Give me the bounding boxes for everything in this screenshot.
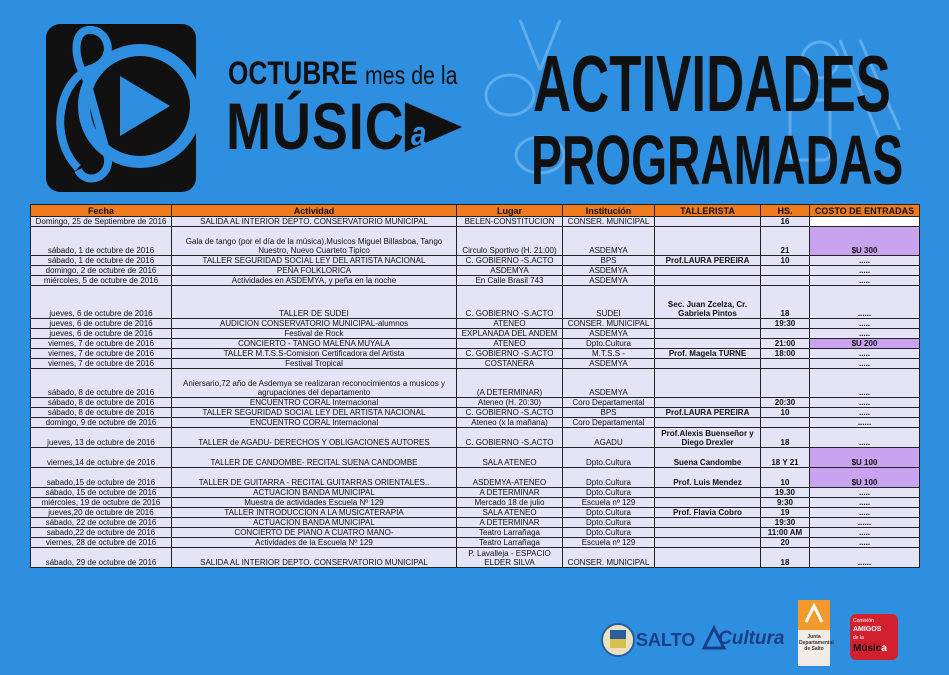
cell-hs: 19	[761, 508, 810, 518]
table-row	[31, 468, 920, 488]
cell-costo: .....	[810, 408, 920, 418]
cell-lugar: Mercado 18 de julio	[457, 498, 563, 508]
cell-institucion: ASDEMYA	[563, 227, 655, 256]
cell-lugar: ASDEMYA-ATENEO	[457, 468, 563, 488]
cell-fecha: viernes, 28 de octubre de 2016	[31, 538, 172, 548]
cell-fecha: sábado, 8 de octubre de 2016	[31, 398, 172, 408]
logo-title-line1: OCTUBRE mes de la	[228, 55, 458, 91]
cell-institucion: Dpto.Cultura	[563, 518, 655, 528]
cell-institucion: ASDEMYA	[563, 359, 655, 369]
col-hs: HS.	[761, 205, 810, 217]
cell-fecha: sábado, 29 de octubre de 2016	[31, 548, 172, 568]
cell-costo: .....	[810, 266, 920, 276]
cell-actividad: Muestra de actividades Escuela Nº 129	[172, 498, 457, 508]
cell-tallerista	[655, 369, 761, 398]
cell-tallerista	[655, 548, 761, 568]
cell-actividad: Actividades de la Escuela Nº 129	[172, 538, 457, 548]
cell-actividad: TALLER DE GUITARRA - RECITAL GUITARRAS ORIENTALES..	[172, 468, 457, 488]
salto-shield-icon	[600, 622, 636, 658]
col-fecha: Fecha	[31, 205, 172, 217]
cell-actividad: Festival de Rock	[172, 329, 457, 339]
cell-fecha: sábado, 1 de octubre de 2016	[31, 256, 172, 266]
cell-tallerista	[655, 339, 761, 349]
cell-hs: 20	[761, 538, 810, 548]
cell-costo: $U 300	[810, 227, 920, 256]
col-institucion: Institución	[563, 205, 655, 217]
col-costo: COSTO DE ENTRADAS	[810, 205, 920, 217]
cell-costo: .....	[810, 498, 920, 508]
cell-hs: 10	[761, 256, 810, 266]
cell-institucion: Dpto.Cultura	[563, 528, 655, 538]
cell-institucion: Escuela nº 129	[563, 538, 655, 548]
cell-hs: 19:30	[761, 319, 810, 329]
cell-tallerista: Prof.Alexis Buenseñor y Diego Drexler	[655, 428, 761, 448]
table-row	[31, 339, 920, 349]
cell-lugar: Ateneo (x la mañana)	[457, 418, 563, 428]
cell-lugar: C. GOBIERNO -S.ACTO	[457, 349, 563, 359]
cell-actividad: TALLER INTRODUCCION A LA MUSICATERAPIA	[172, 508, 457, 518]
table-row	[31, 538, 920, 548]
cell-tallerista	[655, 319, 761, 329]
logo-title-line2: MÚSIC a	[226, 88, 421, 164]
cell-fecha: jueves, 13 de octubre de 2016	[31, 428, 172, 448]
cell-costo: .....	[810, 276, 920, 286]
cell-lugar: Teatro Larrañaga	[457, 528, 563, 538]
cell-actividad: Aniersario,72 año de Asdemya se realizaran reconocimientos a musicos y agrupaciones del departamento	[172, 369, 457, 398]
cell-lugar: Ateneo (H. 20:30)	[457, 398, 563, 408]
table-header-row	[31, 205, 920, 217]
cell-actividad: CONCIERTO - TANGO MALENA MUYALA	[172, 339, 457, 349]
amigos-sub-label: de la	[853, 635, 864, 641]
table-row	[31, 286, 920, 319]
cell-lugar: SALA ATENEO	[457, 508, 563, 518]
cell-hs: 18:00	[761, 349, 810, 359]
footer-logos	[600, 600, 940, 670]
junta-logo	[798, 600, 834, 666]
cell-institucion: CONSER. MUNICIPAL	[563, 217, 655, 227]
cell-institucion: CONSER. MUNICIPAL	[563, 319, 655, 329]
cell-hs	[761, 266, 810, 276]
cell-fecha: sabado,22 de octubre de 2016	[31, 528, 172, 538]
cell-institucion: ASDEMYA	[563, 276, 655, 286]
cell-hs: 11:00 AM	[761, 528, 810, 538]
cell-hs: 10	[761, 468, 810, 488]
banner	[0, 0, 949, 200]
cell-fecha: viernes, 7 de octubre de 2016	[31, 349, 172, 359]
table-row	[31, 418, 920, 428]
cell-lugar: A DETERMINAR	[457, 518, 563, 528]
activities-table	[30, 204, 920, 568]
cell-lugar: En Calle Brasil 743	[457, 276, 563, 286]
cell-tallerista	[655, 538, 761, 548]
cell-actividad: ENCUENTRO CORAL Internacional	[172, 418, 457, 428]
cell-tallerista	[655, 488, 761, 498]
cell-institucion: M.T.S.S -	[563, 349, 655, 359]
cell-tallerista: Prof. Flavia Cobro	[655, 508, 761, 518]
cell-fecha: Domingo, 25 de Septiembre de 2016	[31, 217, 172, 227]
cell-tallerista: Prof.LAURA PEREIRA	[655, 256, 761, 266]
cell-actividad: Actividades en ASDEMYA, y peña en la noche	[172, 276, 457, 286]
cell-fecha: jueves,20 de octubre de 2016	[31, 508, 172, 518]
cell-tallerista	[655, 359, 761, 369]
cell-costo	[810, 217, 920, 227]
cell-lugar: Circulo Sportivo (H. 21:00)	[457, 227, 563, 256]
cell-tallerista	[655, 329, 761, 339]
cell-tallerista	[655, 518, 761, 528]
table-row	[31, 408, 920, 418]
cell-tallerista: Sec. Juan Zcelza, Cr. Gabriela Pintos	[655, 286, 761, 319]
cell-institucion: ASDEMYA	[563, 329, 655, 339]
music-logo-icon	[38, 18, 208, 198]
junta-emblem-icon	[798, 600, 830, 630]
junta-label: Junta Departamental de Salto	[799, 634, 834, 652]
col-lugar: Lugar	[457, 205, 563, 217]
cell-tallerista	[655, 498, 761, 508]
table-row	[31, 319, 920, 329]
cell-tallerista	[655, 217, 761, 227]
cell-fecha: sábado, 8 de octubre de 2016	[31, 408, 172, 418]
cell-lugar: P. Lavalleja - ESPACIO ELDER SILVA	[457, 548, 563, 568]
cell-lugar: C. GOBIERNO -S.ACTO	[457, 286, 563, 319]
table-row	[31, 398, 920, 408]
cell-tallerista	[655, 418, 761, 428]
cell-lugar: C. GOBIERNO -S.ACTO	[457, 428, 563, 448]
table-row	[31, 359, 920, 369]
cell-actividad: Festival Tropical	[172, 359, 457, 369]
cell-actividad: CONCIERTO DE PIANO A CUATRO MANO-	[172, 528, 457, 538]
cell-lugar: EXPLANADA DEL ANDEM	[457, 329, 563, 339]
cell-institucion: Dpto.Cultura	[563, 508, 655, 518]
cell-costo: ......	[810, 418, 920, 428]
cell-fecha: viernes, 7 de octubre de 2016	[31, 359, 172, 369]
table-row	[31, 498, 920, 508]
cell-fecha: jueves, 6 de octubre de 2016	[31, 329, 172, 339]
cell-tallerista: Prof. Magela TURNE	[655, 349, 761, 359]
cell-hs: 18	[761, 548, 810, 568]
cell-costo: .....	[810, 528, 920, 538]
cell-actividad: SALIDA AL INTERIOR DEPTO. CONSERVATORIO MUNICIPAL	[172, 548, 457, 568]
cell-costo: .....	[810, 359, 920, 369]
cell-tallerista: Prof.LAURA PEREIRA	[655, 408, 761, 418]
table-row	[31, 217, 920, 227]
table-row	[31, 369, 920, 398]
cell-fecha: sábado, 22 de octubre de 2016	[31, 518, 172, 528]
table-body	[31, 217, 920, 568]
cell-institucion: Dpto.Cultura	[563, 339, 655, 349]
table-row	[31, 227, 920, 256]
cell-actividad: PEÑA FOLKLORICA	[172, 266, 457, 276]
cell-tallerista	[655, 276, 761, 286]
cell-hs: 21	[761, 227, 810, 256]
cell-fecha: miércoles, 5 de octubre de 2016	[31, 276, 172, 286]
table-row	[31, 349, 920, 359]
cell-actividad: ACTUACION BANDA MUNICIPAL	[172, 518, 457, 528]
cell-actividad: TALLER SEGURIDAD SOCIAL LEY DEL ARTISTA NACIONAL	[172, 408, 457, 418]
cell-costo: .....	[810, 538, 920, 548]
cell-lugar: ASDEMYA	[457, 266, 563, 276]
cell-tallerista: Prof. Luis Mendez	[655, 468, 761, 488]
table-row	[31, 428, 920, 448]
cell-fecha: jueves, 6 de octubre de 2016	[31, 286, 172, 319]
cell-lugar: COSTANERA	[457, 359, 563, 369]
cell-fecha: sábado, 8 de octubre de 2016	[31, 369, 172, 398]
cell-hs	[761, 369, 810, 398]
cell-actividad: TALLER de AGADU- DERECHOS Y OBLIGACIONES AUTORES	[172, 428, 457, 448]
amigos-top-label: Comisión	[853, 618, 874, 624]
cell-lugar: A DETERMINAR	[457, 488, 563, 498]
activities-table-wrap	[30, 204, 919, 568]
cell-institucion: BPS	[563, 256, 655, 266]
table-row	[31, 256, 920, 266]
cell-hs: 16	[761, 217, 810, 227]
cell-costo: ......	[810, 548, 920, 568]
cell-institucion: Dpto.Cultura	[563, 448, 655, 468]
cell-actividad: AUDICION CONSERVATORIO MUNICIPAL-alumnos	[172, 319, 457, 329]
cell-costo: ......	[810, 286, 920, 319]
cell-institucion: BPS	[563, 408, 655, 418]
cell-institucion: ASDEMYA	[563, 266, 655, 276]
cell-lugar: (A DETERMINAR)	[457, 369, 563, 398]
page-title-line1: ACTIVIDADES	[533, 39, 891, 128]
cell-costo: $U 100	[810, 468, 920, 488]
cell-fecha: jueves, 6 de octubre de 2016	[31, 319, 172, 329]
table-row	[31, 329, 920, 339]
cell-fecha: domingo, 9 de octubre de 2016	[31, 418, 172, 428]
cell-lugar: C. GOBIERNO -S.ACTO	[457, 408, 563, 418]
table-row	[31, 518, 920, 528]
cell-actividad: SALIDA AL INTERIOR DEPTO. CONSERVATORIO MUNICIPAL	[172, 217, 457, 227]
cell-institucion: Coro Departamental	[563, 398, 655, 408]
cell-costo: .....	[810, 349, 920, 359]
cell-costo: .....	[810, 369, 920, 398]
page-title-line2: PROGRAMADAS	[531, 121, 904, 199]
cell-institucion: CONSER. MUNICIPAL	[563, 548, 655, 568]
col-actividad: Actividad	[172, 205, 457, 217]
cell-hs: 19:30	[761, 518, 810, 528]
amigos-logo	[850, 614, 898, 660]
cell-actividad: TALLER M.T.S.S-Comision Certificadora del Artista	[172, 349, 457, 359]
cell-costo: .....	[810, 319, 920, 329]
cell-actividad: Gala de tango (por el día de la música),Musicos Miguel Billasboa, Tango Nuestro, Nuevo Cuarteto Tipico	[172, 227, 457, 256]
cell-lugar: BELEN-CONSTITUCION	[457, 217, 563, 227]
table-row	[31, 276, 920, 286]
cell-lugar: SALA ATENEO	[457, 448, 563, 468]
col-tallerista: TALLERISTA	[655, 205, 761, 217]
cell-tallerista	[655, 227, 761, 256]
cell-hs	[761, 418, 810, 428]
cell-fecha: sábado, 1 de octubre de 2016	[31, 227, 172, 256]
cell-fecha: domingo, 2 de octubre de 2016	[31, 266, 172, 276]
cell-actividad: ACTUACION BANDA MUNICIPAL	[172, 488, 457, 498]
cell-tallerista	[655, 528, 761, 538]
cell-institucion: SUDEI	[563, 286, 655, 319]
cell-costo: .....	[810, 329, 920, 339]
cell-costo: $U 200	[810, 339, 920, 349]
cell-actividad: TALLER DE CANDOMBE- RECITAL SUENA CANDOMBE	[172, 448, 457, 468]
table-row	[31, 488, 920, 498]
table-row	[31, 266, 920, 276]
cultura-label: Cultura	[718, 628, 785, 649]
amigos-bottom-label: Música	[853, 643, 887, 654]
salto-label: SALTO	[636, 630, 696, 650]
cell-hs: 18 Y 21	[761, 448, 810, 468]
cell-hs: 18	[761, 428, 810, 448]
cell-actividad: ENCUENTRO CORAL Internacional	[172, 398, 457, 408]
cell-lugar: Teatro Larrañaga	[457, 538, 563, 548]
cell-fecha: viernes, 7 de octubre de 2016	[31, 339, 172, 349]
cell-fecha: miércoles, 19 de octubre de 2016	[31, 498, 172, 508]
cell-fecha: viernes,14 de octubre de 2016	[31, 448, 172, 468]
cell-costo: .....	[810, 488, 920, 498]
cell-institucion: AGADU	[563, 428, 655, 448]
table-row	[31, 548, 920, 568]
table-row	[31, 448, 920, 468]
cell-lugar: C. GOBIERNO -S.ACTO	[457, 256, 563, 266]
cell-lugar: ATENEO	[457, 319, 563, 329]
cell-fecha: sabado,15 de octubre de 2016	[31, 468, 172, 488]
cell-institucion: Coro Departamental	[563, 418, 655, 428]
cell-hs	[761, 276, 810, 286]
cell-hs: 19.30	[761, 488, 810, 498]
cell-costo: ......	[810, 518, 920, 528]
cell-costo: .....	[810, 398, 920, 408]
cell-hs: 9:30	[761, 498, 810, 508]
cell-hs	[761, 329, 810, 339]
cell-institucion: Dpto.Cultura	[563, 468, 655, 488]
cell-costo: $U 100	[810, 448, 920, 468]
cell-hs: 21:00	[761, 339, 810, 349]
cell-actividad: TALLER DE SUDEI	[172, 286, 457, 319]
cell-fecha: sábado, 15 de octubre de 2016	[31, 488, 172, 498]
cell-hs: 18	[761, 286, 810, 319]
cell-tallerista	[655, 266, 761, 276]
cell-tallerista	[655, 398, 761, 408]
table-row	[31, 508, 920, 518]
cell-costo: .....	[810, 256, 920, 266]
cell-hs	[761, 359, 810, 369]
amigos-mid-label: AMIGOS	[853, 626, 882, 633]
cell-costo: .....	[810, 508, 920, 518]
cell-lugar: ATENEO	[457, 339, 563, 349]
cell-costo: .....	[810, 428, 920, 448]
cell-actividad: TALLER SEGURIDAD SOCIAL LEY DEL ARTISTA NACIONAL	[172, 256, 457, 266]
cell-tallerista: Suena Candombe	[655, 448, 761, 468]
cell-hs: 10	[761, 408, 810, 418]
cell-institucion: Escuela nº 129	[563, 498, 655, 508]
cell-institucion: ASDEMYA	[563, 369, 655, 398]
cell-institucion: Dpto.Cultura	[563, 488, 655, 498]
table-row	[31, 528, 920, 538]
cell-hs: 20:30	[761, 398, 810, 408]
